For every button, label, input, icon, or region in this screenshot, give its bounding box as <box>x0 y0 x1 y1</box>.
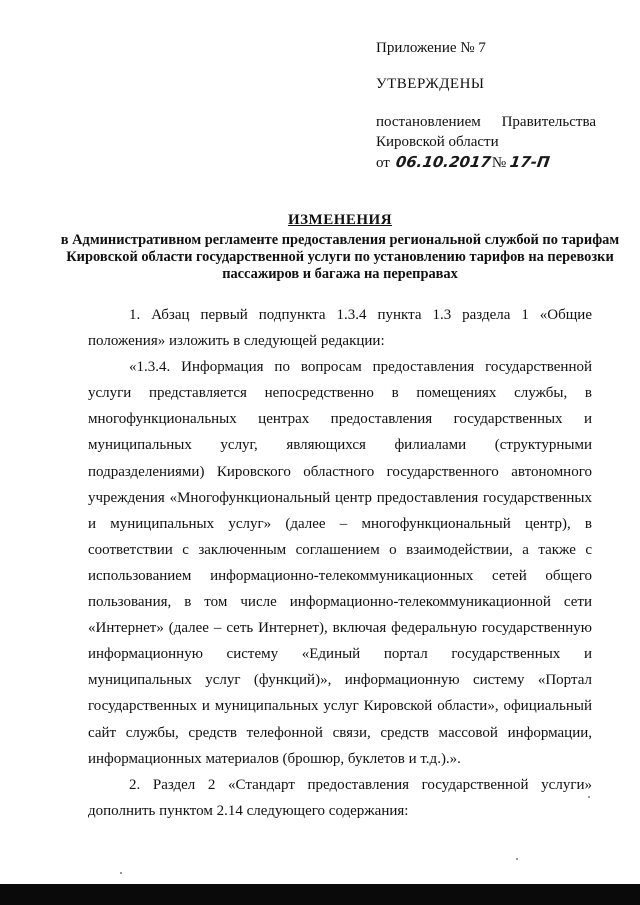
document-title: ИЗМЕНЕНИЯ <box>287 212 393 228</box>
document-body <box>88 302 592 824</box>
handwritten-number: 17-П <box>508 153 552 171</box>
decree-line <box>376 112 596 132</box>
scan-speck <box>516 858 518 860</box>
paragraph-1: 1. Абзац первый подпункта 1.3.4 пункта 1.3 раздела 1 «Общие положения» изложить в следующей редакции: <box>88 307 592 350</box>
scan-speck <box>588 796 590 798</box>
appendix-number: Приложение № 7 <box>376 40 486 56</box>
scan-speck <box>120 872 122 874</box>
date-number-line <box>376 152 596 173</box>
paragraph-2: 2. Раздел 2 «Стандарт предоставления государственной услуги» дополнить пунктом 2.14 следующего содержания: <box>88 776 592 819</box>
document-subtitle: в Административном регламенте предоставления региональной службой по тарифам Кировской области государственной услуги по установлению тарифов на перевозки пассажиров и багажа на переправах <box>60 232 620 282</box>
handwritten-date: 06.10.2017 <box>394 153 493 171</box>
scan-bottom-edge <box>0 884 640 905</box>
from-label: от <box>376 155 390 171</box>
decree-word: постановлением <box>376 114 481 130</box>
region-line: Кировской области <box>376 134 499 150</box>
document-heading <box>60 210 620 283</box>
number-label: № <box>491 155 507 171</box>
government-word: Правительства <box>501 114 596 130</box>
approved-label: УТВЕРЖДЕНЫ <box>376 76 485 92</box>
approval-block <box>376 38 596 173</box>
paragraph-quoted-1-3-4: «1.3.4. Информация по вопросам предоставления государственной услуги представляется непосредственно в помещениях службы, в многофункциональных центрах предоставления государственных и муниципальных услуг, являющихся филиалами (структурными подразделениями) Кировского областного государственного автономного учреждения «Многофункциональный центр предоставления государственных и муниципальных услуг» (далее – многофункциональный центр), в соответствии с заключенным соглашением о взаимодействии, а также с использованием информационно-телекоммуникационных сетей общего пользования, в том числе информационно-телекоммуникационной сети «Интернет» (далее – сеть Интернет), включая федеральную государственную информационную систему «Единый портал государственных и муниципальных услуг (функций)», информационную систему «Портал государственных и муниципальных услуг Кировской области», официальный сайт службы, средств телефонной связи, средств массовой информации, информационных материалов (брошюр, буклетов и т.д.).». <box>88 359 592 767</box>
